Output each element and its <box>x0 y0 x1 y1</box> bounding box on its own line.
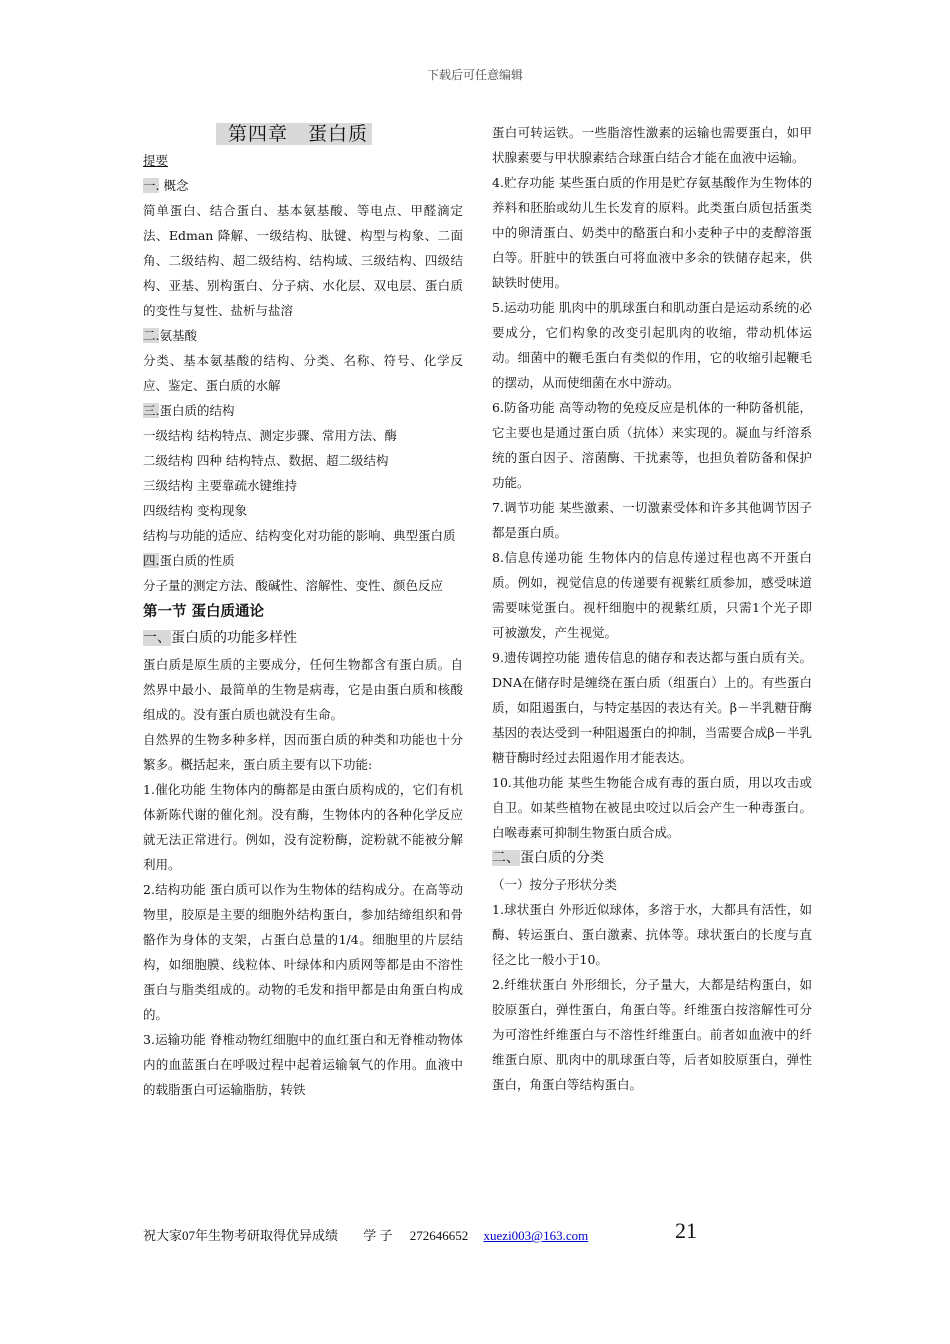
subsection-number-1: 一、 <box>143 630 171 646</box>
subsection-title-1: 蛋白质的功能多样性 <box>171 630 297 646</box>
classification-item-2: 2.纤维状蛋白 外形细长，分子量大，大都是结构蛋白，如胶原蛋白，弹性蛋白，角蛋白等。纤维蛋白按溶解性可分为可溶性纤维蛋白与不溶性纤维蛋白。前者如血液中的纤维蛋白原、肌肉中的肌球蛋白等，后者如胶原蛋白，弹性蛋白，角蛋白等结构蛋白。 <box>492 977 812 1092</box>
page-number: 21 <box>675 1218 697 1243</box>
classification-heading: （一）按分子形状分类 <box>492 877 618 892</box>
paragraph-intro-2: 自然界的生物多种多样，因而蛋白质的种类和功能也十分繁多。概括起来，蛋白质主要有以下功能: <box>143 732 463 772</box>
properties-list: 分子量的测定方法、酸碱性、溶解性、变性、颜色反应 <box>143 578 444 593</box>
function-item-5: 5.运动功能 肌肉中的肌球蛋白和肌动蛋白是运动系统的必要成分，它们构象的改变引起肌肉的收缩，带动机体运动。细菌中的鞭毛蛋白有类似的作用，它的收缩引起鞭毛的摆动，从而使细菌在水中游动。 <box>492 300 812 390</box>
outline-heading-4 <box>143 548 463 573</box>
footer-slogan: 祝大家07年生物考研取得优异成绩 <box>143 1228 339 1243</box>
outline-number-4: 四. <box>143 553 160 568</box>
outline-title-2: 氨基酸 <box>159 328 197 343</box>
outline-number-1: 一. <box>143 178 160 193</box>
concepts-list: 简单蛋白、结合蛋白、基本氨基酸、等电点、甲醛滴定法、Edman 降解、一级结构、肽键、构型与构象、二面角、二级结构、超二级结构、结构域、三级结构、四级结构、亚基、别构蛋白、分子病、水化层、双电层、蛋白质的变性与复性、盐析与盐溶 <box>143 203 463 318</box>
page-footer <box>143 1218 703 1250</box>
subsection-title-2: 蛋白质的分类 <box>520 850 604 866</box>
function-item-6: 6.防备功能 高等动物的免疫反应是机体的一种防备机能，它主要也是通过蛋白质（抗体）来实现的。凝血与纤溶系统的蛋白因子、溶菌酶、干扰素等，也担负着防备和保护功能。 <box>492 400 812 490</box>
outline-title-1: 概念 <box>159 178 189 193</box>
function-item-4: 4.贮存功能 某些蛋白质的作用是贮存氨基酸作为生物体的养料和胚胎或幼儿生长发育的原料。此类蛋白质包括蛋类中的卵清蛋白、奶类中的酪蛋白和小麦种子中的麦醇溶蛋白等。肝脏中的铁蛋白可将血液中多余的铁储存起来，供缺铁时使用。 <box>492 175 812 290</box>
section-title: 第一节 蛋白质通论 <box>143 603 265 620</box>
summary-heading: 提要 <box>143 153 169 168</box>
structure-item-2: 二级结构 四种 结构特点、数据、超二级结构 <box>143 453 389 468</box>
function-item-7: 7.调节功能 某些激素、一切激素受体和许多其他调节因子都是蛋白质。 <box>492 500 812 540</box>
subsection-number-2: 二、 <box>492 850 520 866</box>
outline-heading-2 <box>143 323 463 348</box>
function-item-3-continued: 蛋白可转运铁。一些脂溶性激素的运输也需要蛋白，如甲状腺素要与甲状腺素结合球蛋白结合才能在血液中运输。 <box>492 125 812 165</box>
left-column <box>143 120 463 1102</box>
outline-title-4: 蛋白质的性质 <box>159 553 235 568</box>
subsection-heading-1 <box>143 625 463 652</box>
page-header: 下载后可任意编辑 <box>426 68 523 82</box>
outline-heading-1 <box>143 173 463 198</box>
structure-item-5: 结构与功能的适应、结构变化对功能的影响、典型蛋白质 <box>143 528 456 543</box>
structure-item-1: 一级结构 结构特点、测定步骤、常用方法、酶 <box>143 428 397 443</box>
classification-item-1: 1.球状蛋白 外形近似球体，多溶于水，大都具有活性，如酶、转运蛋白、蛋白激素、抗体等。球状蛋白的长度与直径之比一般小于10。 <box>492 902 812 967</box>
function-item-3: 3.运输功能 脊椎动物红细胞中的血红蛋白和无脊椎动物体内的血蓝蛋白在呼吸过程中起着运输氧气的作用。血液中的载脂蛋白可运输脂肪，转铁 <box>143 1032 463 1097</box>
structure-item-3: 三级结构 主要靠疏水键维持 <box>143 478 297 493</box>
subsection-heading-2 <box>492 845 812 872</box>
function-item-1: 1.催化功能 生物体内的酶都是由蛋白质构成的，它们有机体新陈代谢的催化剂。没有酶，生物体内的各种化学反应就无法正常进行。例如，没有淀粉酶，淀粉就不能被分解利用。 <box>143 782 463 872</box>
outline-heading-3 <box>143 398 463 423</box>
footer-email-link[interactable]: xuezi003@163.com <box>483 1228 589 1243</box>
outline-number-3: 三. <box>143 403 160 418</box>
function-item-10: 10.其他功能 某些生物能合成有毒的蛋白质，用以攻击或自卫。如某些植物在被昆虫咬过以后会产生一种毒蛋白。白喉毒素可抑制生物蛋白质合成。 <box>492 775 812 840</box>
right-column <box>492 120 812 1097</box>
amino-acid-list: 分类、基本氨基酸的结构、分类、名称、符号、化学反应、鉴定、蛋白质的水解 <box>143 353 463 393</box>
outline-number-2: 二. <box>143 328 160 343</box>
chapter-title-text: 第四章 蛋白质 <box>216 123 372 145</box>
function-item-9: 9.遗传调控功能 遗传信息的储存和表达都与蛋白质有关。DNA在储存时是缠绕在蛋白质（组蛋白）上的。有些蛋白质，如阻遏蛋白，与特定基因的表达有关。β－半乳糖苷酶基因的表达受到一种阻遏蛋白的抑制，当需要合成β－半乳糖苷酶时经过去阻遏作用才能表达。 <box>492 650 812 765</box>
outline-title-3: 蛋白质的结构 <box>159 403 235 418</box>
function-item-2: 2.结构功能 蛋白质可以作为生物体的结构成分。在高等动物里，胶原是主要的细胞外结构蛋白，参加结缔组织和骨骼作为身体的支架，占蛋白总量的1/4。细胞里的片层结构，如细胞膜、线粒体、叶绿体和内质网等都是由不溶性蛋白与脂类组成的。动物的毛发和指甲都是由角蛋白构成的。 <box>143 882 463 1022</box>
paragraph-intro-1: 蛋白质是原生质的主要成分，任何生物都含有蛋白质。自然界中最小、最简单的生物是病毒，它是由蛋白质和核酸组成的。没有蛋白质也就没有生命。 <box>143 657 463 722</box>
footer-qq: 272646652 <box>409 1228 469 1243</box>
structure-item-4: 四级结构 变构现象 <box>143 503 247 518</box>
footer-author: 学 子 <box>363 1228 393 1243</box>
chapter-title <box>143 120 463 148</box>
function-item-8: 8.信息传递功能 生物体内的信息传递过程也离不开蛋白质。例如，视觉信息的传递要有视紫红质参加，感受味道需要味觉蛋白。视杆细胞中的视紫红质，只需1个光子即可被激发，产生视觉。 <box>492 550 812 640</box>
